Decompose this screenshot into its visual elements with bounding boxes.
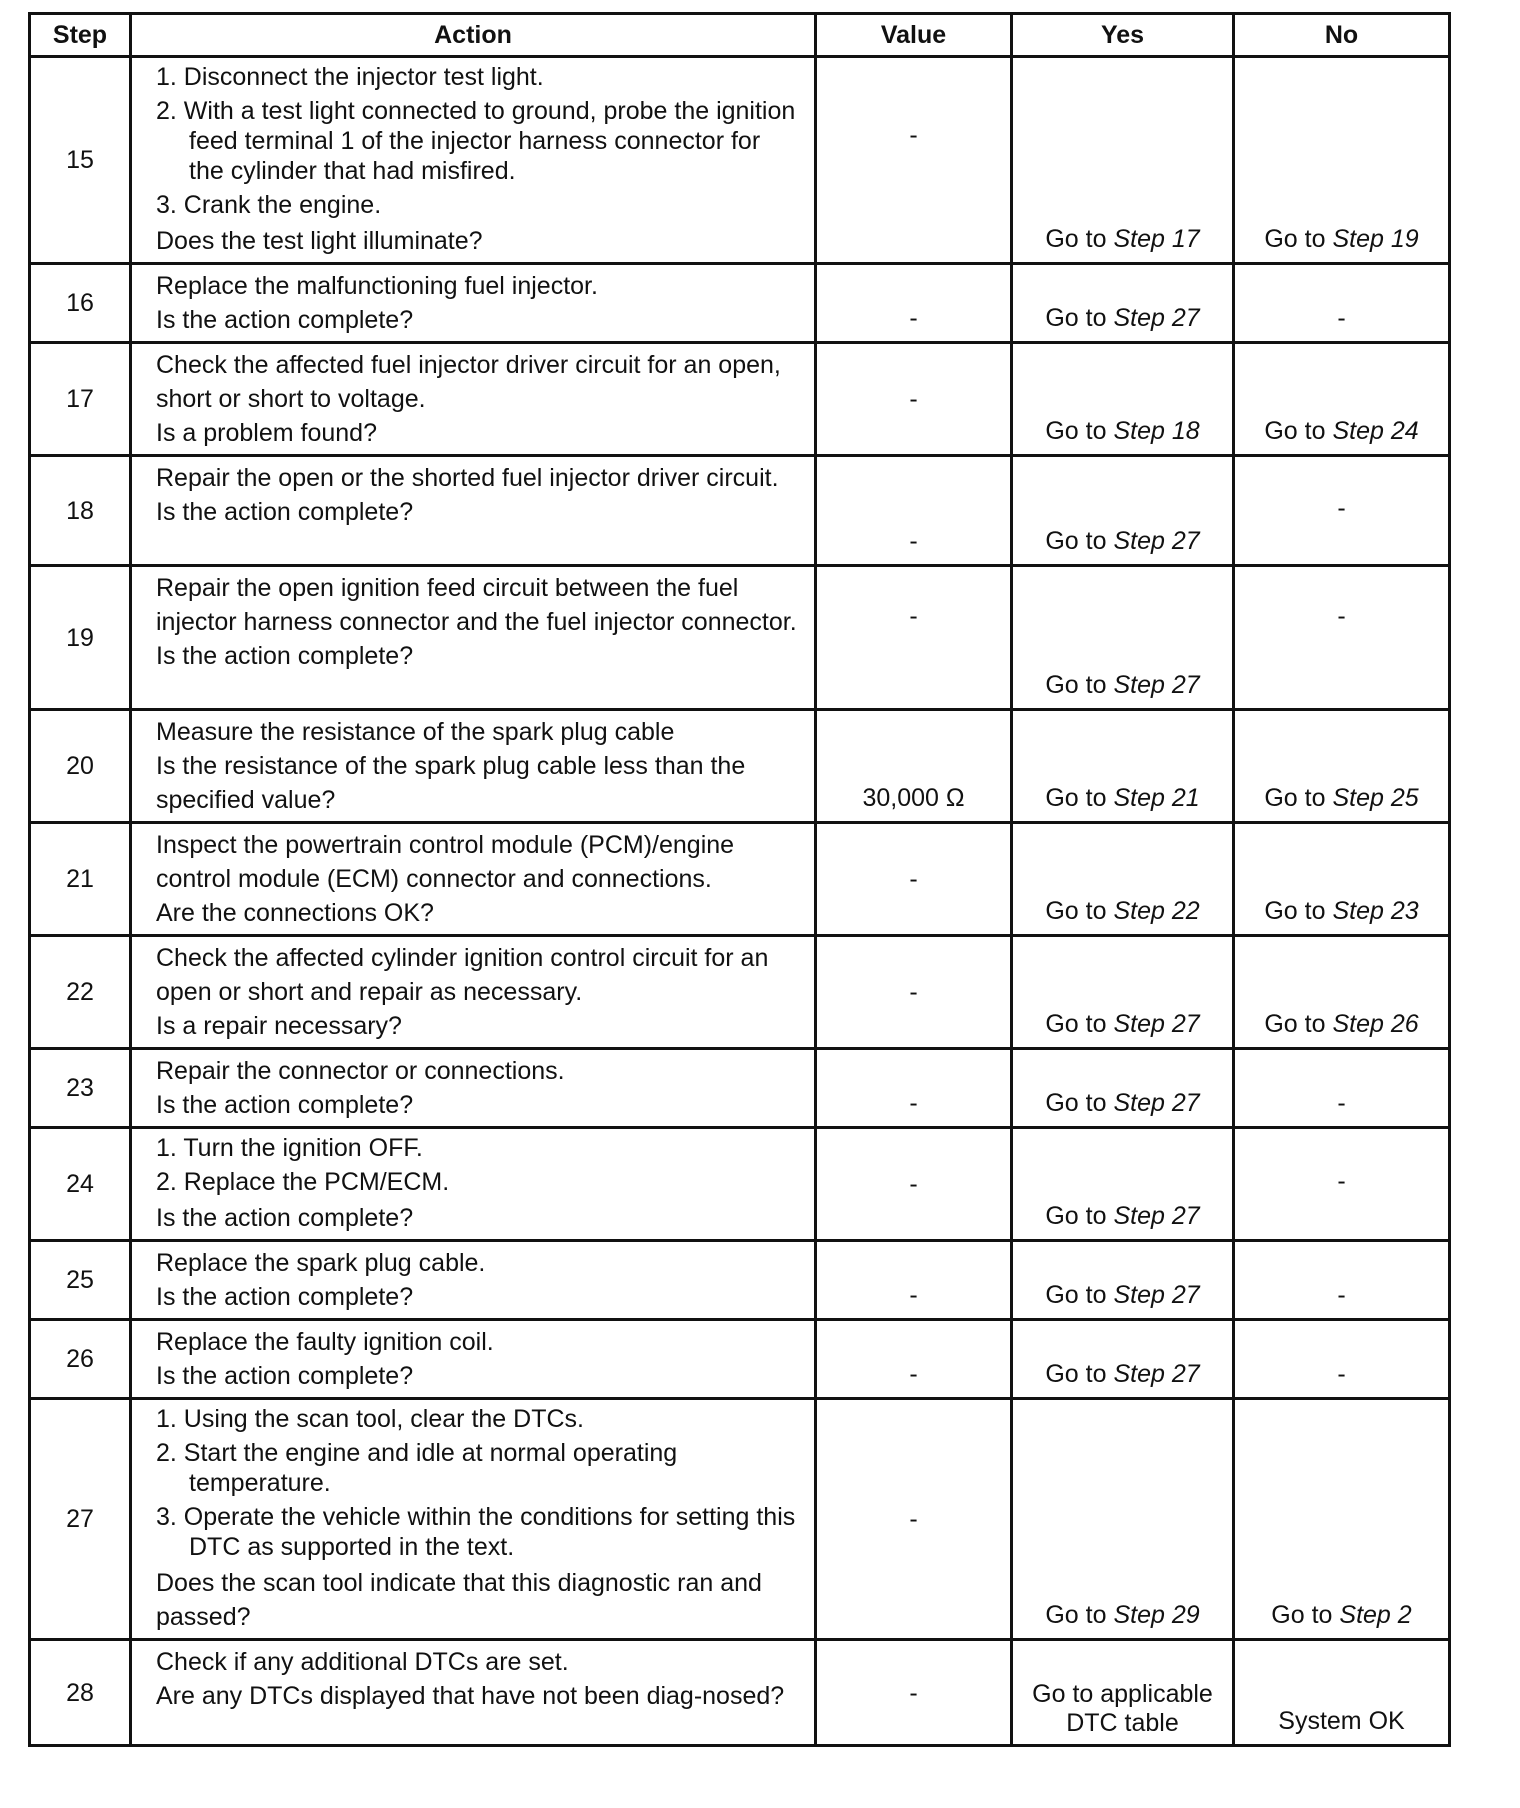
step-reference: Step 27 <box>1113 527 1200 555</box>
no-cell: - <box>1234 1128 1450 1241</box>
step-number: 17 <box>30 343 131 456</box>
action-question: Is the action complete? <box>156 306 414 334</box>
action-text: Replace the faulty ignition coil. <box>156 1328 494 1356</box>
step-number: 23 <box>30 1049 131 1128</box>
action-substep: 1. Turn the ignition OFF. <box>156 1134 423 1162</box>
table-row <box>30 1128 1450 1241</box>
yes-cell: Go to Step 17 <box>1012 57 1234 264</box>
step-reference: Step 27 <box>1113 1360 1200 1388</box>
action-question: Is the action complete? <box>156 1204 414 1232</box>
step-number: 18 <box>30 456 131 566</box>
step-number: 16 <box>30 264 131 343</box>
value-cell: - <box>816 1399 1012 1640</box>
value-cell: - <box>816 823 1012 936</box>
action-question: Does the test light illuminate? <box>156 227 483 255</box>
action-cell <box>131 823 816 936</box>
step-reference: Step 27 <box>1113 1010 1200 1038</box>
action-text: Measure the resistance of the spark plug cable <box>156 718 675 746</box>
step-reference: Step 22 <box>1113 897 1200 925</box>
no-cell: - <box>1234 456 1450 566</box>
action-question: Is the action complete? <box>156 1362 414 1390</box>
action-cell <box>131 1320 816 1399</box>
step-number: 15 <box>30 57 131 264</box>
step-reference: Step 27 <box>1113 304 1200 332</box>
step-reference: Step 23 <box>1332 897 1419 925</box>
step-reference: Step 24 <box>1332 417 1419 445</box>
no-cell: - <box>1234 264 1450 343</box>
action-cell <box>131 343 816 456</box>
no-cell: Go to Step 2 <box>1234 1399 1450 1640</box>
step-reference: Step 27 <box>1113 671 1200 699</box>
step-number: 19 <box>30 566 131 710</box>
step-reference: Step 21 <box>1113 784 1200 812</box>
action-cell <box>131 264 816 343</box>
value-cell: - <box>816 343 1012 456</box>
value-cell: - <box>816 264 1012 343</box>
step-number: 27 <box>30 1399 131 1640</box>
action-cell <box>131 456 816 566</box>
action-cell <box>131 1049 816 1128</box>
action-substep: 3. Crank the engine. <box>156 191 382 219</box>
table-row <box>30 1241 1450 1320</box>
action-cell <box>131 566 816 710</box>
yes-cell: Go to Step 27 <box>1012 1049 1234 1128</box>
table-row <box>30 264 1450 343</box>
table-row <box>30 1320 1450 1399</box>
action-substep: 1. Using the scan tool, clear the DTCs. <box>156 1405 584 1433</box>
step-reference: Step 17 <box>1113 225 1200 253</box>
no-cell: Go to Step 19 <box>1234 57 1450 264</box>
table-row <box>30 1049 1450 1128</box>
action-question: Does the scan tool indicate that this diagnostic ran and passed? <box>156 1569 762 1631</box>
no-cell: Go to Step 23 <box>1234 823 1450 936</box>
no-cell: - <box>1234 1241 1450 1320</box>
action-text: Check the affected cylinder ignition control circuit for an open or short and repair as necessary. <box>156 944 769 1006</box>
header-value: Value <box>816 14 1012 57</box>
no-cell: Go to Step 25 <box>1234 710 1450 823</box>
no-cell: System OK <box>1234 1640 1450 1746</box>
action-text: Check if any additional DTCs are set. <box>156 1648 569 1676</box>
action-question: Is the action complete? <box>156 498 414 526</box>
action-text: Repair the open or the shorted fuel injector driver circuit. <box>156 464 779 492</box>
table-row <box>30 936 1450 1049</box>
yes-cell: Go to Step 27 <box>1012 1241 1234 1320</box>
step-reference: Step 19 <box>1332 225 1419 253</box>
action-question: Is the resistance of the spark plug cable less than the specified value? <box>156 752 746 814</box>
table-row <box>30 1640 1450 1746</box>
action-question: Are the connections OK? <box>156 899 434 927</box>
value-cell: - <box>816 1241 1012 1320</box>
action-text: Repair the open ignition feed circuit between the fuel injector harness connector and the fuel injector connector. <box>156 574 797 636</box>
no-cell: - <box>1234 1320 1450 1399</box>
step-number: 28 <box>30 1640 131 1746</box>
yes-cell: Go to Step 27 <box>1012 566 1234 710</box>
step-reference: Step 27 <box>1113 1202 1200 1230</box>
step-reference: Step 18 <box>1113 417 1200 445</box>
table-row <box>30 456 1450 566</box>
step-reference: Step 25 <box>1332 784 1419 812</box>
yes-cell: Go to applicable DTC table <box>1012 1640 1234 1746</box>
step-number: 24 <box>30 1128 131 1241</box>
action-text: Replace the malfunctioning fuel injector. <box>156 272 598 300</box>
action-substep: 3. Operate the vehicle within the conditions for setting this DTC as supported in the text. <box>156 1503 796 1561</box>
step-number: 20 <box>30 710 131 823</box>
action-substep: 1. Disconnect the injector test light. <box>156 63 544 91</box>
action-substep: 2. Start the engine and idle at normal operating temperature. <box>156 1439 678 1497</box>
yes-cell: Go to Step 27 <box>1012 936 1234 1049</box>
value-cell: - <box>816 1049 1012 1128</box>
table-row <box>30 566 1450 710</box>
no-cell: - <box>1234 1049 1450 1128</box>
yes-cell: Go to Step 27 <box>1012 264 1234 343</box>
value-cell: 30,000 Ω <box>816 710 1012 823</box>
value-cell: - <box>816 936 1012 1049</box>
action-text: Replace the spark plug cable. <box>156 1249 486 1277</box>
table-row <box>30 823 1450 936</box>
action-cell <box>131 1399 816 1640</box>
value-cell: - <box>816 1640 1012 1746</box>
action-cell <box>131 1640 816 1746</box>
value-cell: - <box>816 1128 1012 1241</box>
action-substep: 2. Replace the PCM/ECM. <box>156 1168 450 1196</box>
no-cell: Go to Step 26 <box>1234 936 1450 1049</box>
yes-cell: Go to Step 29 <box>1012 1399 1234 1640</box>
yes-cell: Go to Step 18 <box>1012 343 1234 456</box>
table-row <box>30 343 1450 456</box>
yes-cell: Go to Step 22 <box>1012 823 1234 936</box>
header-yes: Yes <box>1012 14 1234 57</box>
action-cell <box>131 57 816 264</box>
action-question: Is a problem found? <box>156 419 377 447</box>
step-number: 25 <box>30 1241 131 1320</box>
value-cell: - <box>816 57 1012 264</box>
yes-cell: Go to Step 27 <box>1012 456 1234 566</box>
action-cell <box>131 1128 816 1241</box>
step-reference: Step 29 <box>1113 1601 1200 1629</box>
step-number: 21 <box>30 823 131 936</box>
action-text: Inspect the powertrain control module (PCM)/engine control module (ECM) connector and connections. <box>156 831 735 893</box>
value-cell: - <box>816 1320 1012 1399</box>
value-cell: - <box>816 456 1012 566</box>
action-text: Check the affected fuel injector driver circuit for an open, short or short to voltage. <box>156 351 781 413</box>
action-substep: 2. With a test light connected to ground, probe the ignition feed terminal 1 of the injector harness connector for the cylinder that had misfired. <box>156 97 796 185</box>
step-reference: Step 27 <box>1113 1281 1200 1309</box>
action-question: Is the action complete? <box>156 1283 414 1311</box>
no-cell: - <box>1234 566 1450 710</box>
yes-cell: Go to Step 27 <box>1012 1128 1234 1241</box>
header-row <box>30 14 1450 57</box>
action-text: Repair the connector or connections. <box>156 1057 565 1085</box>
no-cell: Go to Step 24 <box>1234 343 1450 456</box>
action-cell <box>131 1241 816 1320</box>
table-row <box>30 57 1450 264</box>
diagnostic-table <box>28 12 1451 1747</box>
table-row <box>30 710 1450 823</box>
step-reference: Step 26 <box>1332 1010 1419 1038</box>
header-action: Action <box>131 14 816 57</box>
table-row <box>30 1399 1450 1640</box>
step-number: 26 <box>30 1320 131 1399</box>
step-number: 22 <box>30 936 131 1049</box>
action-question: Is a repair necessary? <box>156 1012 402 1040</box>
step-reference: Step 2 <box>1339 1601 1412 1629</box>
step-reference: Step 27 <box>1113 1089 1200 1117</box>
action-question: Is the action complete? <box>156 1091 414 1119</box>
yes-cell: Go to Step 21 <box>1012 710 1234 823</box>
value-cell: - <box>816 566 1012 710</box>
action-cell <box>131 936 816 1049</box>
action-question: Is the action complete? <box>156 642 414 670</box>
header-no: No <box>1234 14 1450 57</box>
action-cell <box>131 710 816 823</box>
yes-cell: Go to Step 27 <box>1012 1320 1234 1399</box>
action-question: Are any DTCs displayed that have not been diag-nosed? <box>156 1682 785 1710</box>
header-step: Step <box>30 14 131 57</box>
